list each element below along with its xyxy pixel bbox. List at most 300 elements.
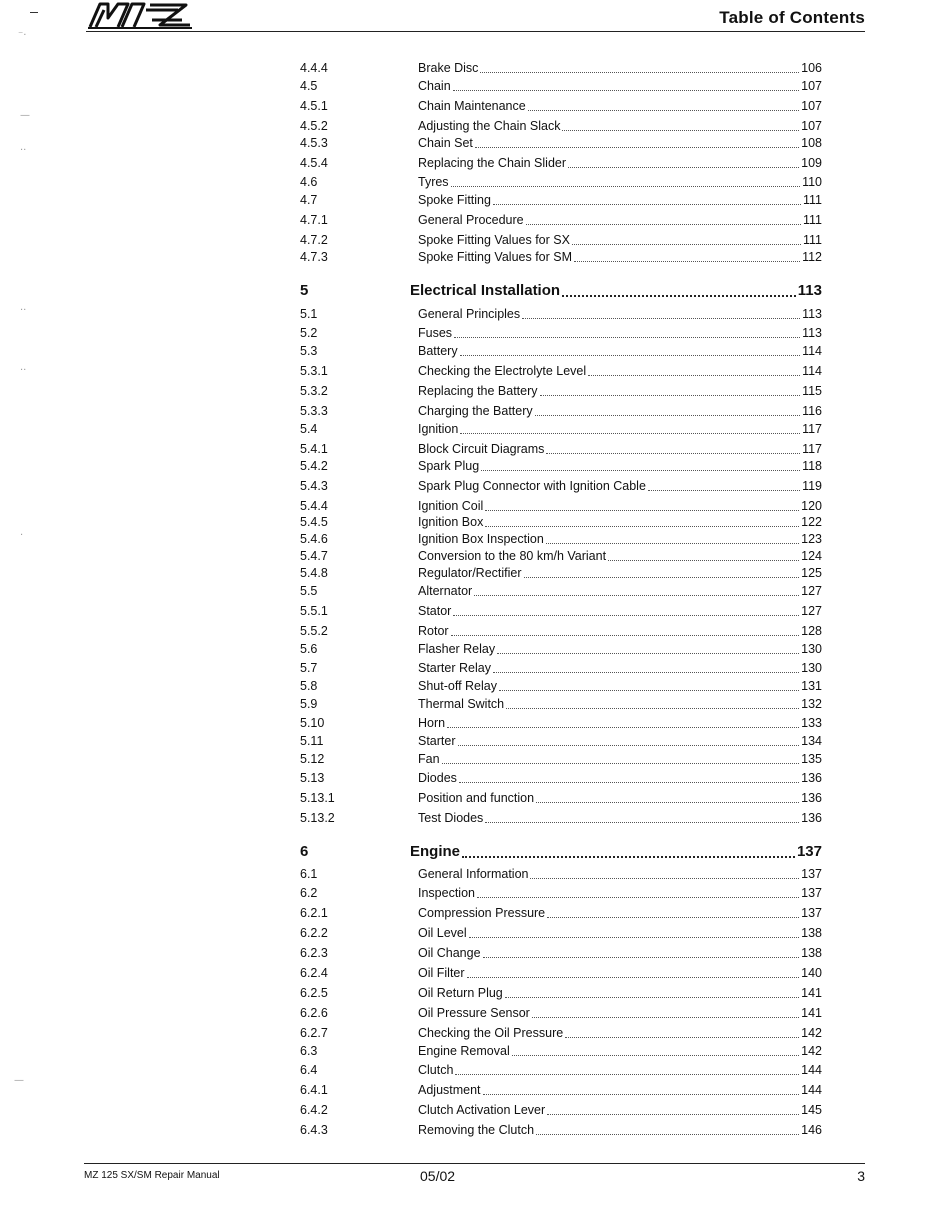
- toc-leader-dots: [499, 690, 799, 691]
- scan-mark: —: [20, 110, 30, 121]
- toc-page-number: 108: [801, 136, 822, 150]
- toc-section-number: 5: [300, 282, 309, 299]
- toc-section-title: Chain Set: [418, 136, 473, 150]
- toc-leader-dots: [608, 560, 799, 561]
- toc-section-number: 6.2.1: [300, 906, 328, 920]
- toc-section-number: 5.6: [300, 642, 318, 656]
- toc-page-number: 136: [801, 791, 822, 805]
- toc-entry[interactable]: [300, 714, 822, 732]
- scan-mark: ⁻·: [18, 30, 27, 41]
- toc-leader-dots: [467, 977, 800, 978]
- toc-entry[interactable]: [300, 324, 822, 342]
- toc-title-line: [418, 1042, 822, 1060]
- toc-section-number: 4.5.3: [300, 136, 328, 150]
- toc-section-number: 6: [300, 843, 309, 860]
- toc-leader-dots: [522, 318, 800, 319]
- toc-entry[interactable]: [300, 964, 822, 982]
- toc-title-line: [418, 97, 822, 115]
- toc-section-number: 5.4.4: [300, 499, 328, 513]
- toc-page-number: 144: [801, 1063, 822, 1077]
- toc-leader-dots: [540, 395, 801, 396]
- toc-entry[interactable]: [300, 97, 822, 115]
- toc-entry[interactable]: [300, 677, 822, 695]
- toc-page-number: 113: [802, 307, 822, 321]
- toc-section-title: Alternator: [418, 584, 473, 598]
- toc-leader-dots: [546, 453, 800, 454]
- toc-section-number: 6.2.6: [300, 1006, 328, 1020]
- toc-entry[interactable]: [300, 924, 822, 942]
- toc-page-number: 141: [801, 1006, 822, 1020]
- toc-section-number: 5.4.7: [300, 549, 328, 563]
- toc-section-number: 6.3: [300, 1044, 318, 1058]
- toc-leader-dots: [547, 1114, 799, 1115]
- toc-page-number: 137: [801, 906, 822, 920]
- toc-section-title: Spark Plug Connector with Ignition Cable: [418, 479, 646, 493]
- toc-page-number: 131: [801, 679, 822, 693]
- toc-section-title: Adjusting the Chain Slack: [418, 119, 561, 133]
- toc-title-line: [418, 789, 822, 807]
- toc-section-title: Rotor: [418, 624, 449, 638]
- toc-leader-dots: [455, 1074, 799, 1075]
- toc-page-number: 112: [802, 250, 822, 264]
- toc-section-title: Position and function: [418, 791, 535, 805]
- toc-entry[interactable]: [300, 695, 822, 713]
- toc-title-line: [418, 582, 822, 600]
- toc-section-title: Ignition Coil: [418, 499, 484, 513]
- footer-page-number: 3: [857, 1168, 865, 1184]
- toc-title-line: [418, 547, 822, 565]
- toc-title-line: [418, 362, 822, 380]
- toc-entry[interactable]: [300, 402, 822, 420]
- toc-title-line: [418, 248, 822, 266]
- toc-title-line: [418, 1024, 822, 1042]
- toc-entry[interactable]: [300, 117, 822, 135]
- toc-title-line: [418, 342, 822, 360]
- toc-entry[interactable]: [300, 457, 822, 475]
- toc-title-line: [418, 117, 822, 135]
- toc-leader-dots: [458, 745, 800, 746]
- toc-section-title: Spoke Fitting Values for SX: [418, 233, 570, 247]
- toc-entry[interactable]: [300, 440, 822, 458]
- toc-section-title: Checking the Oil Pressure: [418, 1026, 564, 1040]
- toc-page-number: 107: [801, 119, 822, 133]
- toc-leader-dots: [547, 917, 799, 918]
- toc-entry[interactable]: [300, 191, 822, 209]
- toc-section-title: Clutch: [418, 1063, 454, 1077]
- page-title: Table of Contents: [719, 8, 865, 27]
- toc-section-title: Block Circuit Diagrams: [418, 442, 545, 456]
- toc-section-title: Checking the Electrolyte Level: [418, 364, 587, 378]
- toc-entry[interactable]: [300, 904, 822, 922]
- toc-section-number: 4.5.2: [300, 119, 328, 133]
- toc-leader-dots: [481, 470, 800, 471]
- toc-page-number: 128: [801, 624, 822, 638]
- toc-page-number: 107: [801, 79, 822, 93]
- toc-page-number: 114: [802, 344, 822, 358]
- toc-leader-dots: [536, 1134, 799, 1135]
- toc-title-line: [418, 1004, 822, 1022]
- toc-section-number: 5.9: [300, 697, 318, 711]
- toc-entry[interactable]: [300, 750, 822, 768]
- toc-entry[interactable]: [300, 884, 822, 902]
- toc-leader-dots: [442, 763, 800, 764]
- toc-entry[interactable]: [300, 984, 822, 1002]
- toc-title-line: [418, 677, 822, 695]
- toc-title-line: [418, 513, 822, 531]
- toc-entry[interactable]: [300, 640, 822, 658]
- toc-section-title: Clutch Activation Lever: [418, 1103, 546, 1117]
- toc-section-title: Adjustment: [418, 1083, 481, 1097]
- toc-title-line: [418, 440, 822, 458]
- toc-page-number: 138: [801, 926, 822, 940]
- toc-leader-dots: [568, 167, 799, 168]
- toc-section-number: 4.4.4: [300, 61, 328, 75]
- scan-mark: ·: [20, 530, 24, 541]
- toc-section-title: Ignition Box: [418, 515, 484, 529]
- toc-title-line: [418, 77, 822, 95]
- toc-entry[interactable]: [300, 1061, 822, 1079]
- toc-leader-dots: [483, 1094, 800, 1095]
- toc-page-number: 120: [801, 499, 822, 513]
- toc-section-title: Starter: [418, 734, 456, 748]
- toc-section-number: 5.13.1: [300, 791, 335, 805]
- toc-page-number: 145: [801, 1103, 822, 1117]
- toc-title-line: [418, 640, 822, 658]
- toc-section-number: 6.4.2: [300, 1103, 328, 1117]
- toc-leader-dots: [512, 1055, 799, 1056]
- toc-leader-dots: [546, 543, 799, 544]
- toc-leader-dots: [506, 708, 799, 709]
- toc-title-line: [418, 457, 822, 475]
- toc-entry[interactable]: [300, 564, 822, 582]
- toc-section-number: 4.7.3: [300, 250, 328, 264]
- toc-section-number: 6.2.2: [300, 926, 328, 940]
- toc-title-line: [418, 305, 822, 323]
- toc-leader-dots: [528, 110, 799, 111]
- toc-page-number: 130: [801, 661, 822, 675]
- toc-leader-dots: [574, 261, 800, 262]
- toc-leader-dots: [524, 577, 800, 578]
- toc-title-line: [418, 231, 822, 249]
- toc-section-number: 5.1: [300, 307, 318, 321]
- toc-page-number: 111: [802, 193, 822, 207]
- toc-page-number: 144: [801, 1083, 822, 1097]
- toc-title-line: [410, 280, 822, 302]
- toc-section-number: 5.5.2: [300, 624, 328, 638]
- toc-section-number: 6.4.3: [300, 1123, 328, 1137]
- toc-section-number: 5.5.1: [300, 604, 328, 618]
- toc-section-title: Engine: [410, 843, 461, 860]
- toc-title-line: [418, 211, 822, 229]
- toc-title-line: [418, 382, 822, 400]
- toc-section-title: Conversion to the 80 km/h Variant: [418, 549, 607, 563]
- toc-section-number: 4.5.4: [300, 156, 328, 170]
- toc-section-title: Oil Return Plug: [418, 986, 503, 1000]
- toc-section-title: Replacing the Battery: [418, 384, 538, 398]
- toc-title-line: [418, 602, 822, 620]
- toc-section-number: 4.7: [300, 193, 318, 207]
- scan-mark: —: [14, 1075, 24, 1086]
- toc-section-title: General Procedure: [418, 213, 524, 227]
- toc-page-number: 146: [801, 1123, 822, 1137]
- toc-leader-dots: [451, 635, 800, 636]
- toc-title-line: [418, 324, 822, 342]
- toc-section-title: Inspection: [418, 886, 475, 900]
- toc-entry[interactable]: [300, 809, 822, 827]
- toc-page-number: 118: [802, 459, 822, 473]
- toc-page-number: 130: [801, 642, 822, 656]
- toc-page-number: 114: [802, 364, 822, 378]
- toc-chapter-heading[interactable]: [300, 280, 822, 302]
- toc-section-number: 6.1: [300, 867, 318, 881]
- toc-leader-dots: [532, 1017, 799, 1018]
- toc-section-number: 5.4.3: [300, 479, 328, 493]
- toc-leader-dots: [493, 204, 801, 205]
- toc-entry[interactable]: [300, 732, 822, 750]
- toc-section-number: 5.3.2: [300, 384, 328, 398]
- toc-section-number: 6.2.4: [300, 966, 328, 980]
- toc-title-line: [418, 1061, 822, 1079]
- toc-section-number: 6.2.5: [300, 986, 328, 1000]
- header-rule: [86, 31, 865, 32]
- toc-title-line: [418, 134, 822, 152]
- toc-title-line: [418, 904, 822, 922]
- toc-section-title: Shut-off Relay: [418, 679, 497, 693]
- toc-entry[interactable]: [300, 154, 822, 172]
- toc-title-line: [418, 1121, 822, 1139]
- toc-section-title: Brake Disc: [418, 61, 479, 75]
- toc-title-line: [410, 841, 822, 863]
- toc-entry[interactable]: [300, 1024, 822, 1042]
- toc-entry[interactable]: [300, 211, 822, 229]
- toc-page-number: 124: [801, 549, 822, 563]
- toc-page-number: 116: [802, 404, 822, 418]
- toc-entry[interactable]: [300, 1081, 822, 1099]
- toc-section-number: 5.4.8: [300, 566, 328, 580]
- toc-page-number: 123: [801, 532, 822, 546]
- toc-entry[interactable]: [300, 173, 822, 191]
- toc-title-line: [418, 1081, 822, 1099]
- toc-section-title: Fan: [418, 752, 440, 766]
- toc-entry[interactable]: [300, 382, 822, 400]
- toc-entry[interactable]: [300, 342, 822, 360]
- toc-entry[interactable]: [300, 1042, 822, 1060]
- toc-title-line: [418, 173, 822, 191]
- toc-section-number: 5.13: [300, 771, 325, 785]
- toc-page-number: 111: [802, 233, 822, 247]
- toc-leader-dots: [535, 415, 800, 416]
- toc-title-line: [418, 530, 822, 548]
- toc-section-number: 5.4.2: [300, 459, 328, 473]
- toc-leader-dots: [526, 224, 801, 225]
- toc-entry[interactable]: [300, 865, 822, 883]
- toc-section-number: 5.7: [300, 661, 318, 675]
- toc-section-title: Flasher Relay: [418, 642, 496, 656]
- toc-entry[interactable]: [300, 789, 822, 807]
- toc-page-number: 127: [801, 584, 822, 598]
- toc-page-number: 106: [801, 61, 822, 75]
- toc-entry[interactable]: [300, 231, 822, 249]
- toc-title-line: [418, 659, 822, 677]
- toc-page-number: 133: [801, 716, 822, 730]
- toc-entry[interactable]: [300, 77, 822, 95]
- toc-page-number: 136: [801, 811, 822, 825]
- toc-section-title: Test Diodes: [418, 811, 484, 825]
- header-mark: [30, 12, 38, 13]
- toc-entry[interactable]: [300, 1004, 822, 1022]
- toc-title-line: [418, 695, 822, 713]
- toc-section-title: Chain: [418, 79, 451, 93]
- toc-section-title: Diodes: [418, 771, 457, 785]
- toc-title-line: [418, 769, 822, 787]
- toc-section-title: Battery: [418, 344, 458, 358]
- scan-mark: ··: [20, 365, 27, 376]
- toc-leader-dots: [530, 878, 799, 879]
- toc-leader-dots: [493, 672, 799, 673]
- toc-title-line: [418, 884, 822, 902]
- toc-page-number: 125: [801, 566, 822, 580]
- toc-entry[interactable]: [300, 420, 822, 438]
- toc-section-title: General Information: [418, 867, 529, 881]
- toc-section-title: Ignition Box Inspection: [418, 532, 544, 546]
- toc-entry[interactable]: [300, 477, 822, 495]
- toc-leader-dots: [451, 186, 801, 187]
- toc-page-number: 134: [801, 734, 822, 748]
- toc-section-number: 4.5.1: [300, 99, 328, 113]
- toc-section-title: Ignition: [418, 422, 459, 436]
- toc-section-number: 5.3: [300, 344, 318, 358]
- toc-section-title: Electrical Installation: [410, 282, 561, 299]
- toc-leader-dots: [562, 295, 796, 297]
- toc-entry[interactable]: [300, 622, 822, 640]
- toc-title-line: [418, 402, 822, 420]
- toc-entry[interactable]: [300, 305, 822, 323]
- toc-entry[interactable]: [300, 602, 822, 620]
- toc-section-title: Thermal Switch: [418, 697, 505, 711]
- toc-entry[interactable]: [300, 659, 822, 677]
- toc-section-number: 6.2.3: [300, 946, 328, 960]
- toc-title-line: [418, 477, 822, 495]
- toc-leader-dots: [462, 856, 795, 858]
- toc-leader-dots: [453, 90, 799, 91]
- footer-rule: [84, 1163, 865, 1164]
- toc-section-title: Oil Filter: [418, 966, 465, 980]
- toc-section-number: 5.10: [300, 716, 325, 730]
- toc-section-number: 5.4.5: [300, 515, 328, 529]
- toc-title-line: [418, 154, 822, 172]
- toc-entry[interactable]: [300, 582, 822, 600]
- toc-entry[interactable]: [300, 59, 822, 77]
- toc-page-number: 122: [801, 515, 822, 529]
- toc-section-number: 6.2.7: [300, 1026, 328, 1040]
- toc-page-number: 142: [801, 1044, 822, 1058]
- toc-section-number: 5.4.6: [300, 532, 328, 546]
- toc-leader-dots: [648, 490, 800, 491]
- toc-section-title: Starter Relay: [418, 661, 491, 675]
- toc-section-number: 4.7.2: [300, 233, 328, 247]
- toc-leader-dots: [497, 653, 799, 654]
- toc-section-title: Fuses: [418, 326, 453, 340]
- toc-page-number: 107: [801, 99, 822, 113]
- toc-entry[interactable]: [300, 134, 822, 152]
- toc-title-line: [418, 1101, 822, 1119]
- toc-leader-dots: [460, 433, 800, 434]
- scan-mark: ··: [20, 305, 27, 316]
- toc-section-title: Engine Removal: [418, 1044, 510, 1058]
- toc-section-number: 5.4.1: [300, 442, 328, 456]
- toc-page-number: 137: [796, 843, 822, 860]
- toc-section-number: 6.2: [300, 886, 318, 900]
- toc-entry[interactable]: [300, 530, 822, 548]
- toc-page-number: 113: [797, 282, 822, 299]
- toc-leader-dots: [536, 802, 799, 803]
- toc-section-number: 5.11: [300, 734, 324, 748]
- toc-section-number: 5.8: [300, 679, 318, 693]
- toc-entry[interactable]: [300, 1121, 822, 1139]
- toc-section-number: 5.2: [300, 326, 318, 340]
- toc-page-number: 138: [801, 946, 822, 960]
- toc-title-line: [418, 944, 822, 962]
- toc-page-number: 117: [802, 422, 822, 436]
- toc-page-number: 141: [801, 986, 822, 1000]
- toc-leader-dots: [505, 997, 799, 998]
- toc-entry[interactable]: [300, 547, 822, 565]
- toc-section-title: Oil Change: [418, 946, 481, 960]
- toc-title-line: [418, 732, 822, 750]
- toc-leader-dots: [460, 355, 800, 356]
- toc-page-number: 117: [802, 442, 822, 456]
- toc-entry[interactable]: [300, 769, 822, 787]
- toc-title-line: [418, 59, 822, 77]
- toc-leader-dots: [475, 147, 799, 148]
- toc-title-line: [418, 622, 822, 640]
- toc-entry[interactable]: [300, 248, 822, 266]
- toc-entry[interactable]: [300, 513, 822, 531]
- toc-section-title: Oil Level: [418, 926, 467, 940]
- toc-entry[interactable]: [300, 362, 822, 380]
- toc-title-line: [418, 750, 822, 768]
- toc-leader-dots: [485, 510, 799, 511]
- toc-section-title: General Principles: [418, 307, 521, 321]
- toc-section-title: Removing the Clutch: [418, 1123, 535, 1137]
- toc-page-number: 115: [802, 384, 822, 398]
- toc-section-title: Tyres: [418, 175, 449, 189]
- toc-chapter-heading[interactable]: [300, 841, 822, 863]
- toc-page-number: 142: [801, 1026, 822, 1040]
- toc-title-line: [418, 714, 822, 732]
- toc-entry[interactable]: [300, 1101, 822, 1119]
- toc-page-number: 110: [802, 175, 822, 189]
- toc-leader-dots: [459, 782, 799, 783]
- toc-entry[interactable]: [300, 944, 822, 962]
- toc-page-number: 140: [801, 966, 822, 980]
- toc-title-line: [418, 964, 822, 982]
- toc-page-number: 113: [802, 326, 822, 340]
- toc-section-title: Replacing the Chain Slider: [418, 156, 567, 170]
- toc-page-number: 136: [801, 771, 822, 785]
- toc-page-number: 109: [801, 156, 822, 170]
- toc-leader-dots: [480, 72, 799, 73]
- toc-title-line: [418, 865, 822, 883]
- toc-section-title: Horn: [418, 716, 446, 730]
- toc-section-title: Spark Plug: [418, 459, 480, 473]
- toc-leader-dots: [565, 1037, 799, 1038]
- toc-leader-dots: [477, 897, 799, 898]
- toc-section-title: Charging the Battery: [418, 404, 533, 418]
- toc-section-title: Compression Pressure: [418, 906, 546, 920]
- toc-title-line: [418, 984, 822, 1002]
- toc-page-number: 137: [801, 886, 822, 900]
